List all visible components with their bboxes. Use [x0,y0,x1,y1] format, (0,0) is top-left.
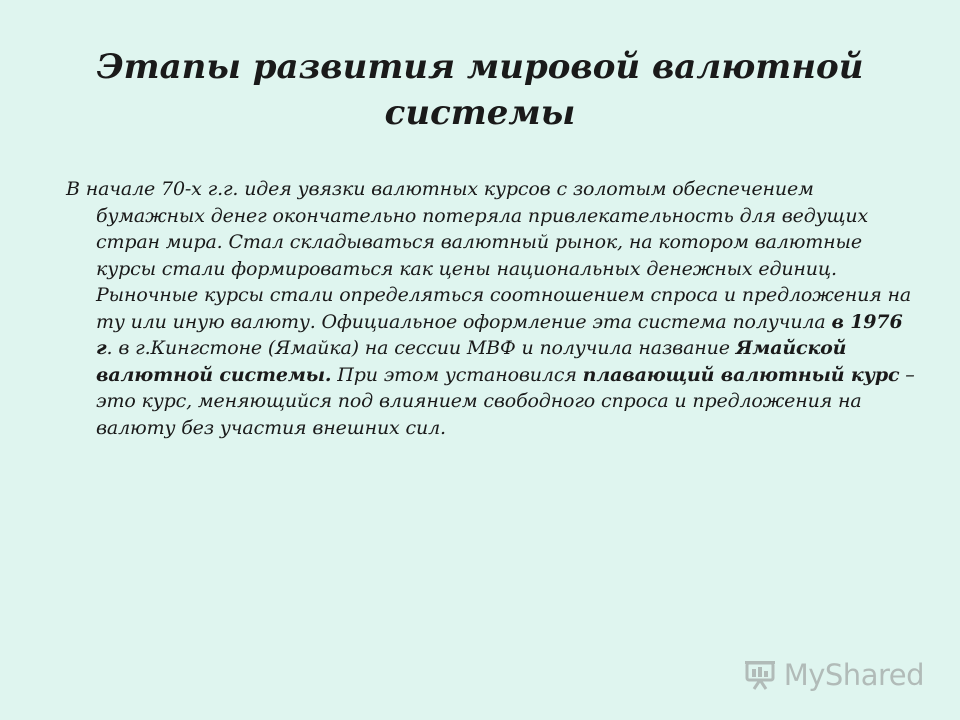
watermark-text: MyShared [783,658,924,692]
slide-title-line-1: Этапы развития мировой валютной [96,47,864,87]
body-bold-year: в 1976 г [96,310,903,359]
body-text-1: В начале 70-х г.г. идея увязки валютных курсов с золотым обеспечением бумажных денег окончательно потеряла привлекательность для ведущих стран мира. Стал складываться валютный рынок, на котором валютные курсы стали формироваться как цены национальных денежных единиц. Рыночные курсы стали определяться соотношением спроса и предложения на ту или иную валюту. Официальное оформление эта система получила [66,178,912,333]
body-text-2: . в г.Кингстоне (Ямайка) на сессии МВФ и получила название [106,337,736,359]
slide-title-line-2: системы [384,93,576,133]
body-text-3: При этом установился [331,363,583,386]
myshared-watermark [744,658,924,692]
slide-body-paragraph [66,176,916,441]
slide-title [60,44,900,136]
presentation-board-icon [744,659,778,691]
body-text-4: – это курс, меняющийся под влиянием свободного спроса и предложения на валюту без участия внешних сил. [96,363,915,439]
body-bold-jamaican-system: Ямайской валютной системы. [96,337,847,386]
body-bold-floating-rate: плавающий валютный курс [582,363,900,386]
